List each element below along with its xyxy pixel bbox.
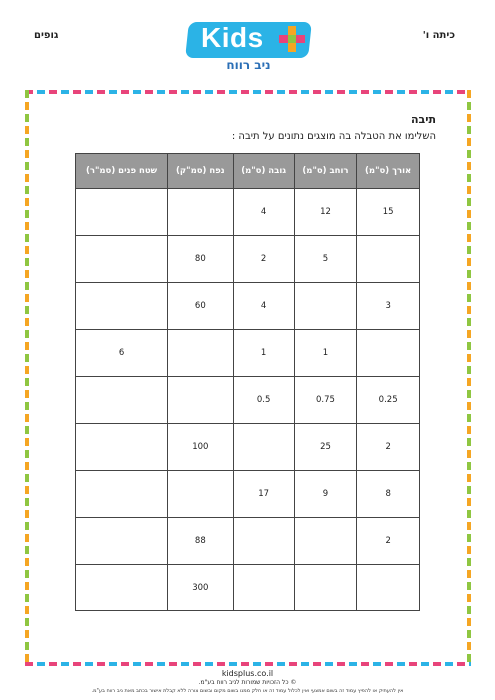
cell-length[interactable]: 0.25 [357,377,420,424]
cell-volume[interactable]: 60 [168,283,234,330]
cell-length[interactable]: 15 [357,189,420,236]
frame-top-border [25,90,471,94]
cell-width[interactable] [294,283,357,330]
cell-width[interactable]: 0.75 [294,377,357,424]
footer-url[interactable]: kidsplus.co.il [221,669,274,678]
cell-width[interactable]: 25 [294,424,357,471]
cell-length[interactable] [357,330,420,377]
footer-copyright: © כל הזכויות שמורות לניב רווח בע"מ. [198,679,297,686]
cell-volume[interactable]: 88 [168,518,234,565]
footer-legal-notice: אין להעתיק או להפיץ עמוד זה בשום אמצעי ואין לכלול עמוד זה או חלק ממנו בשום מקום ובשום צורה ללא קבלת אישור בכתב מאת ניב רווח בע"מ. [91,688,404,694]
cell-volume[interactable] [168,377,234,424]
frame-right-border [467,90,471,666]
table-row [76,377,420,424]
cell-volume[interactable]: 300 [168,565,234,611]
cell-volume[interactable]: 100 [168,424,234,471]
table-header-row [76,154,420,189]
cell-height[interactable] [233,518,294,565]
cell-volume[interactable] [168,471,234,518]
cell-surface-area[interactable] [76,565,168,611]
cell-height[interactable]: 2 [233,236,294,283]
cell-surface-area[interactable] [76,236,168,283]
cell-width[interactable] [294,565,357,611]
subject-label: גופים [34,30,59,41]
table-row [76,565,420,611]
cell-volume[interactable]: 80 [168,236,234,283]
table-row [76,189,420,236]
exercise-topic: תיבה [410,113,436,126]
cell-height[interactable] [233,424,294,471]
cell-width[interactable] [294,518,357,565]
table-row [76,236,420,283]
table-row [76,424,420,471]
table-row [76,283,420,330]
cell-length[interactable]: 3 [357,283,420,330]
frame-bottom-border [25,662,471,666]
cell-surface-area[interactable] [76,189,168,236]
cell-width[interactable]: 9 [294,471,357,518]
cell-width[interactable]: 5 [294,236,357,283]
cell-volume[interactable] [168,330,234,377]
cell-length[interactable]: 2 [357,518,420,565]
exercise-instruction: השלימו את הטבלה בה מוצגים נתונים על תיבה : [231,131,436,142]
table-row [76,330,420,377]
cell-length[interactable]: 2 [357,424,420,471]
cell-length[interactable] [357,565,420,611]
frame-left-border [25,90,29,666]
cell-length[interactable] [357,236,420,283]
cell-surface-area[interactable] [76,424,168,471]
logo-tagline: ניב רווח [226,58,271,72]
plus-icon [279,26,305,52]
grade-label: כיתה ו' [422,30,455,41]
cell-height[interactable]: 4 [233,189,294,236]
column-header-length: אורך (ס"מ) [357,154,420,189]
column-header-height: גובה (ס"מ) [233,154,294,189]
cell-surface-area[interactable] [76,377,168,424]
table-row [76,471,420,518]
cell-height[interactable] [233,565,294,611]
cell-height[interactable]: 0.5 [233,377,294,424]
table-row [76,518,420,565]
cell-height[interactable]: 17 [233,471,294,518]
cell-surface-area[interactable] [76,518,168,565]
logo-brand-text: Kids [201,22,264,53]
cell-height[interactable]: 4 [233,283,294,330]
column-header-width: רוחב (ס"מ) [294,154,357,189]
cell-surface-area[interactable] [76,471,168,518]
column-header-surface-area: שטח פנים (סמ"ר) [76,154,168,189]
cell-width[interactable]: 1 [294,330,357,377]
column-header-volume: נפח (סמ"ק) [168,154,234,189]
cell-volume[interactable] [168,189,234,236]
cell-surface-area[interactable]: 6 [76,330,168,377]
box-data-table [75,153,420,611]
cell-length[interactable]: 8 [357,471,420,518]
cell-width[interactable]: 12 [294,189,357,236]
kids-logo [187,20,310,72]
cell-height[interactable]: 1 [233,330,294,377]
cell-surface-area[interactable] [76,283,168,330]
